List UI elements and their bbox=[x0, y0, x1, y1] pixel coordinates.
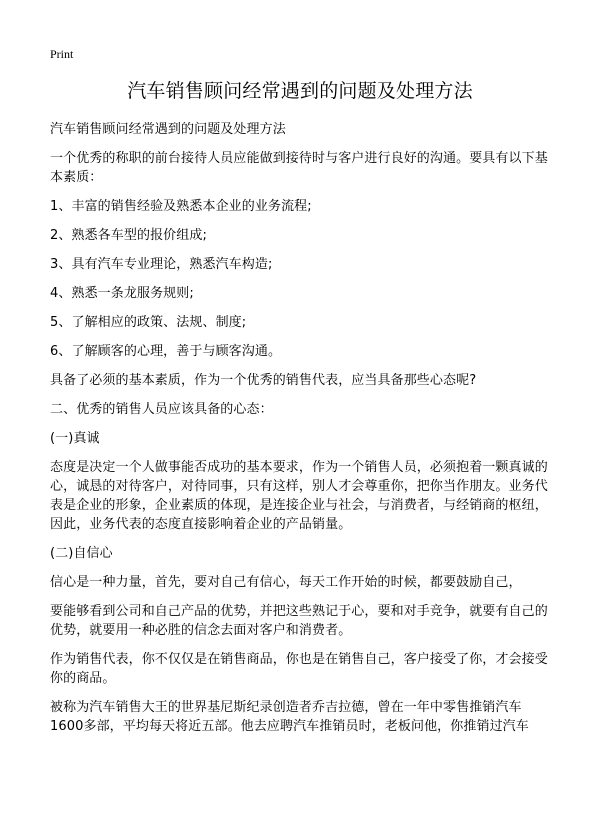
girard-paragraph: 被称为汽车销售大王的世界基尼斯纪录创造者乔吉拉德，曾在一年中零售推销汽车1600多部，平均每天将近五部。他去应聘汽车推销员时，老板问他，你推销过汽车 bbox=[50, 700, 529, 734]
subtitle-paragraph: 汽车销售顾问经常遇到的问题及处理方法 bbox=[50, 122, 286, 137]
document-title: 汽车销售顾问经常遇到的问题及处理方法 bbox=[127, 80, 473, 102]
subheading-confidence: (二)自信心 bbox=[50, 546, 113, 561]
list-item-5: 5、了解相应的政策、法规、制度; bbox=[50, 315, 247, 330]
list-item-3: 3、具有汽车专业理论，熟悉汽车构造; bbox=[50, 257, 273, 272]
confidence-paragraph-1: 信心是一种力量，首先，要对自己有信心，每天工作开始的时候，都要鼓励自己， bbox=[50, 575, 522, 590]
list-item-4: 4、熟悉一条龙服务规则; bbox=[50, 286, 194, 301]
sincerity-paragraph: 态度是决定一个人做事能否成功的基本要求，作为一个销售人员，必须抱着一颗真诚的心，诚恳的对待客户，对待同事，只有这样，别人才会尊重你，把你当作朋友。业务代表是企业的形象，企业素质的体现，是连接企业与社会，与消费者，与经销商的枢纽，因此，业务代表的态度直接影响着企业的产品销量。 bbox=[50, 460, 548, 532]
list-item-1: 1、丰富的销售经验及熟悉本企业的业务流程; bbox=[50, 199, 312, 214]
list-item-6: 6、了解顾客的心理，善于与顾客沟通。 bbox=[50, 344, 282, 359]
confidence-paragraph-2: 要能够看到公司和自己产品的优势，并把这些熟记于心，要和对手竞争，就要有自己的优势，就要用一种必胜的信念去面对客户和消费者。 bbox=[50, 604, 548, 638]
document-body bbox=[50, 120, 550, 746]
intro-paragraph: 一个优秀的称职的前台接待人员应能做到接待时与客户进行良好的沟通。要具有以下基本素质： bbox=[50, 151, 548, 185]
question-paragraph: 具备了必须的基本素质，作为一个优秀的销售代表，应当具备那些心态呢? bbox=[50, 373, 477, 388]
confidence-paragraph-3: 作为销售代表，你不仅仅是在销售商品，你也是在销售自己，客户接受了你，才会接受你的商品。 bbox=[50, 652, 548, 686]
section-heading: 二、优秀的销售人员应该具备的心态： bbox=[50, 402, 273, 417]
print-link[interactable]: Print bbox=[50, 47, 74, 61]
subheading-sincerity: (一)真诚 bbox=[50, 431, 100, 446]
list-item-2: 2、熟悉各车型的报价组成; bbox=[50, 228, 207, 243]
